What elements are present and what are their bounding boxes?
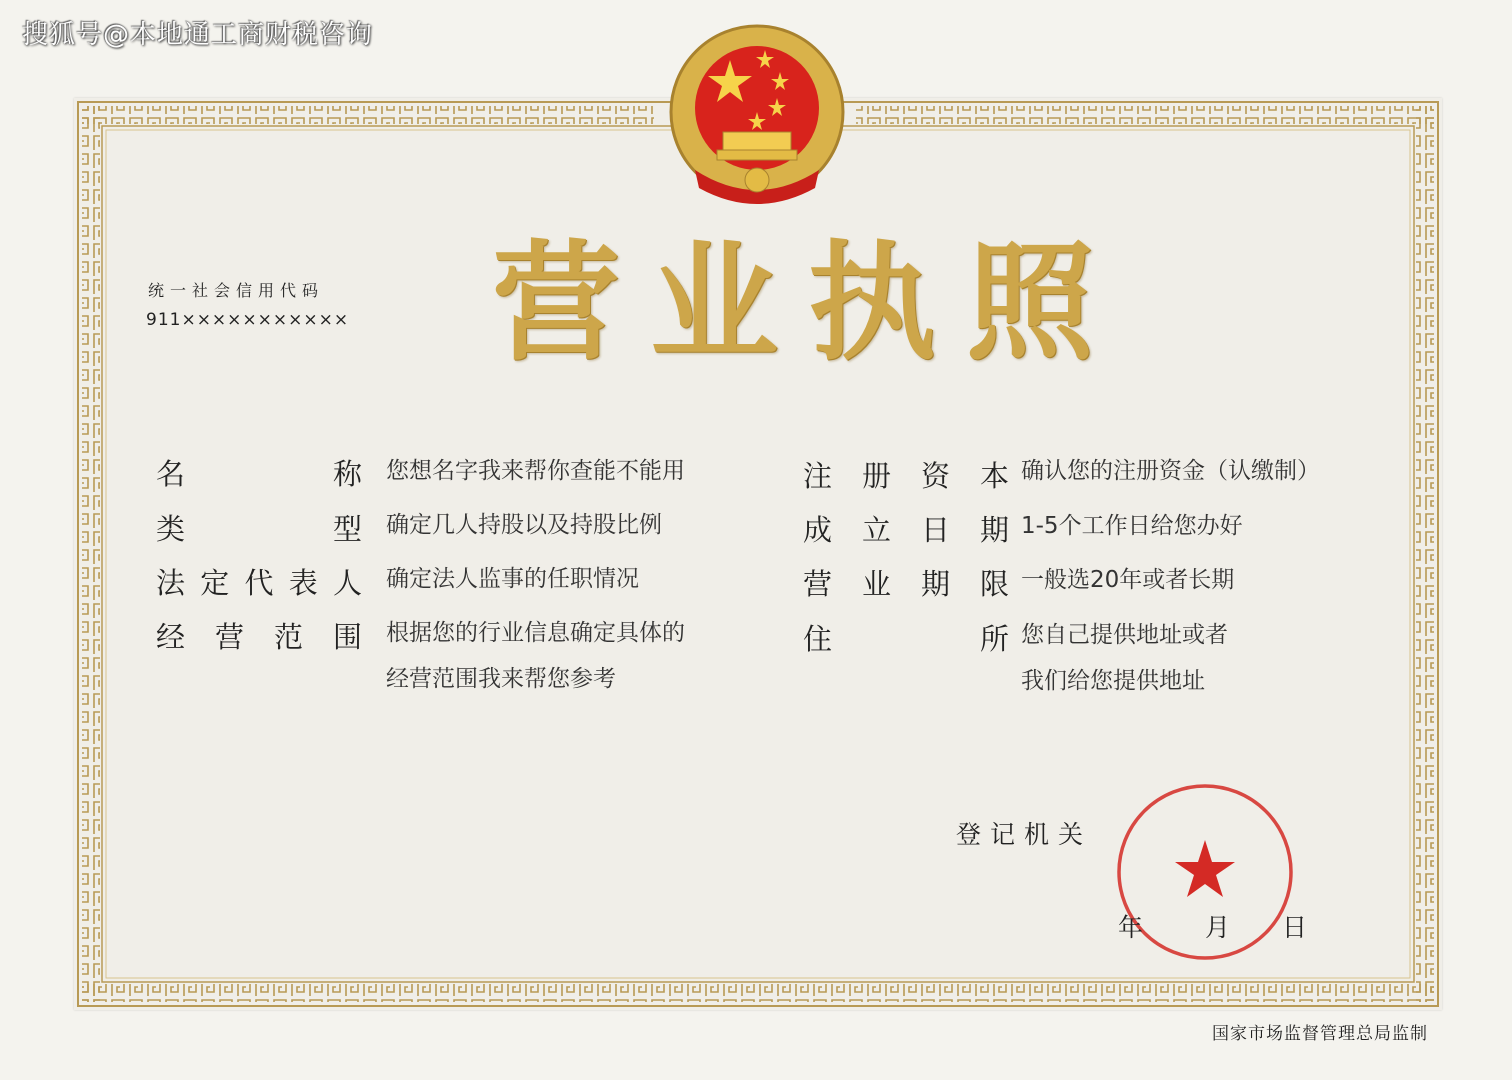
label-char: 立 xyxy=(861,513,891,547)
field-value-domicile xyxy=(1021,612,1228,704)
field-label-name xyxy=(156,452,362,493)
date-year-label: 年 xyxy=(1118,913,1144,942)
credit-code-value: 911××××××××××× xyxy=(146,310,350,330)
label-char: 住 xyxy=(803,622,833,656)
field-value-business-scope xyxy=(386,610,685,702)
registration-authority-label: 登记机关 xyxy=(956,820,1093,849)
value-line: 您想名字我来帮你查能不能用 xyxy=(386,458,685,484)
label-char: 本 xyxy=(979,459,1009,493)
field-label-establishment-date xyxy=(803,508,1009,549)
value-line: 1-5个工作日给您办好 xyxy=(1021,513,1243,539)
field-value-legal-representative xyxy=(386,556,639,602)
label-char: 限 xyxy=(979,567,1009,601)
label-char: 所 xyxy=(979,622,1009,656)
label-char: 日 xyxy=(920,513,950,547)
issuer-footer: 国家市场监督管理总局监制 xyxy=(1212,1024,1428,1044)
label-char: 营 xyxy=(803,567,833,601)
label-char: 注 xyxy=(803,459,833,493)
value-line: 我们给您提供地址 xyxy=(1021,668,1205,694)
national-emblem-icon xyxy=(665,20,850,220)
field-label-domicile xyxy=(803,617,1009,658)
field-value-type xyxy=(386,502,662,548)
label-char: 定 xyxy=(200,566,230,600)
value-line: 您自己提供地址或者 xyxy=(1021,622,1228,648)
value-line: 根据您的行业信息确定具体的 xyxy=(386,620,685,646)
field-value-establishment-date xyxy=(1021,503,1243,549)
value-line: 确定几人持股以及持股比例 xyxy=(386,512,662,538)
field-label-type xyxy=(156,507,362,548)
label-char: 资 xyxy=(920,459,950,493)
label-char: 型 xyxy=(332,512,362,546)
date-month-label: 月 xyxy=(1205,913,1231,942)
label-char: 表 xyxy=(288,566,318,600)
label-char: 围 xyxy=(332,620,362,654)
label-char: 册 xyxy=(861,459,891,493)
field-label-registered-capital xyxy=(803,454,1009,495)
label-char: 营 xyxy=(214,620,244,654)
label-char: 业 xyxy=(861,567,891,601)
value-line: 确定法人监事的任职情况 xyxy=(386,566,639,592)
field-label-legal-representative xyxy=(156,561,362,602)
label-char: 成 xyxy=(803,513,833,547)
label-char: 类 xyxy=(156,512,186,546)
label-char: 代 xyxy=(244,566,274,600)
watermark: 搜狐号@本地通工商财税咨询 xyxy=(22,20,374,50)
label-char: 法 xyxy=(156,566,186,600)
label-char: 期 xyxy=(979,513,1009,547)
field-label-business-term xyxy=(803,562,1009,603)
value-line: 一般选20年或者长期 xyxy=(1021,567,1235,593)
value-line: 经营范围我来帮您参考 xyxy=(386,666,616,692)
label-char: 名 xyxy=(156,457,186,491)
field-value-name xyxy=(386,448,685,494)
license-title: 营业执照 xyxy=(492,228,1125,378)
label-char: 称 xyxy=(332,457,362,491)
date-day-label: 日 xyxy=(1282,913,1308,942)
label-char: 人 xyxy=(332,566,362,600)
credit-code-label: 统一社会信用代码 xyxy=(148,281,325,300)
field-label-business-scope xyxy=(156,615,362,656)
label-char: 经 xyxy=(156,620,186,654)
value-line: 确认您的注册资金（认缴制） xyxy=(1021,458,1320,484)
label-char: 范 xyxy=(273,620,303,654)
field-value-business-term xyxy=(1021,557,1234,603)
label-char: 期 xyxy=(920,567,950,601)
field-value-registered-capital xyxy=(1021,448,1320,494)
